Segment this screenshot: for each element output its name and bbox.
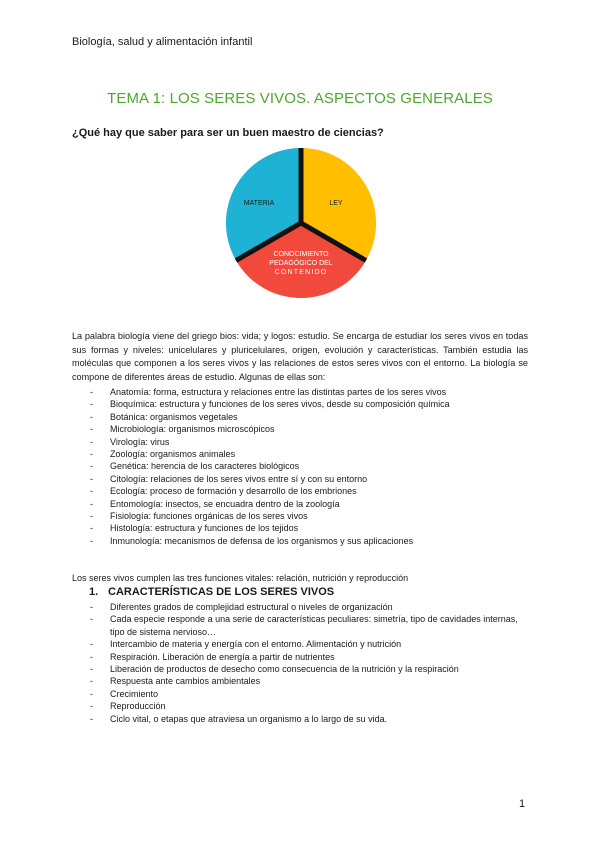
list-item: - Cada especie responde a una serie de características peculiares: simetría, tipo de cavidades internas, tipo de sistema nervioso…: [90, 613, 530, 638]
pie-label-materia: MATERIA: [243, 200, 275, 207]
pie-label-conocimiento-2: PEDAGÓGICO DEL: [269, 260, 333, 267]
list-item: - Respiración. Liberación de energía a partir de nutrientes: [90, 651, 530, 663]
pie-label-ley: LEY: [329, 200, 343, 207]
list-item: - Entomología: insectos, se encuadra dentro de la zoología: [90, 498, 450, 510]
list-item: - Crecimiento: [90, 688, 530, 700]
list-item: - Reproducción: [90, 700, 530, 712]
list-item: - Respuesta ante cambios ambientales: [90, 675, 530, 687]
list-item: - Fisiología: funciones orgánicas de los seres vivos: [90, 510, 450, 522]
pie-label-conocimiento-1: CONOCIMIENTO: [273, 251, 329, 258]
list-item: - Anatomía: forma, estructura y relaciones entre las distintas partes de los seres vivos: [90, 386, 450, 398]
section-question: ¿Qué hay que saber para ser un buen maestro de ciencias?: [72, 127, 384, 139]
section-heading: [89, 586, 334, 598]
page-number: 1: [519, 798, 526, 810]
page-title: TEMA 1: LOS SERES VIVOS. ASPECTOS GENERALES: [107, 90, 493, 107]
list-item: - Inmunología: mecanismos de defensa de los organismos y sus aplicaciones: [90, 535, 450, 547]
section-number: 1.: [89, 586, 99, 598]
list-item: - Zoología: organismos animales: [90, 448, 450, 460]
page-header: Biología, salud y alimentación infantil: [72, 36, 253, 48]
list-item: - Diferentes grados de complejidad estructural o niveles de organización: [90, 601, 530, 613]
list-item: - Virología: virus: [90, 436, 450, 448]
biology-areas-list: [90, 386, 450, 547]
list-item: - Citología: relaciones de los seres vivos entre sí y con su entorno: [90, 473, 450, 485]
list-item: - Ciclo vital, o etapas que atraviesa un organismo a lo largo de su vida.: [90, 713, 530, 725]
list-item: - Bioquímica: estructura y funciones de los seres vivos, desde su composición química: [90, 398, 450, 410]
list-item: - Ecología: proceso de formación y desarrollo de los embriones: [90, 485, 450, 497]
list-item: - Botánica: organismos vegetales: [90, 411, 450, 423]
list-item: - Microbiología: organismos microscópicos: [90, 423, 450, 435]
intro-paragraph: La palabra biología viene del griego bios: vida; y logos: estudio. Se encarga de estudiar los seres vivos en todas sus formas y niveles: unicelulares y pluricelulares, origen, evolución y características. También estudia las moléculas que componen a los seres vivos y las relaciones de estos seres vivos con el entorno. La biología se compone de diferentes áreas de estudio. Algunas de ellas son:: [72, 331, 528, 382]
section-title: CARACTERÍSTICAS DE LOS SERES VIVOS: [108, 586, 335, 598]
list-item: - Intercambio de materia y energía con el entorno. Alimentación y nutrición: [90, 638, 530, 650]
list-item: - Histología: estructura y funciones de los tejidos: [90, 522, 450, 534]
list-item: - Liberación de productos de desecho como consecuencia de la nutrición y la respiración: [90, 663, 530, 675]
vital-functions-text: Los seres vivos cumplen las tres funciones vitales: relación, nutrición y reproducción: [72, 573, 409, 583]
list-item: - Genética: herencia de los caracteres biológicos: [90, 460, 450, 472]
characteristics-list: [90, 601, 530, 725]
pie-label-conocimiento-3: CONTENIDO: [274, 269, 328, 276]
knowledge-pie-diagram: [226, 148, 376, 298]
